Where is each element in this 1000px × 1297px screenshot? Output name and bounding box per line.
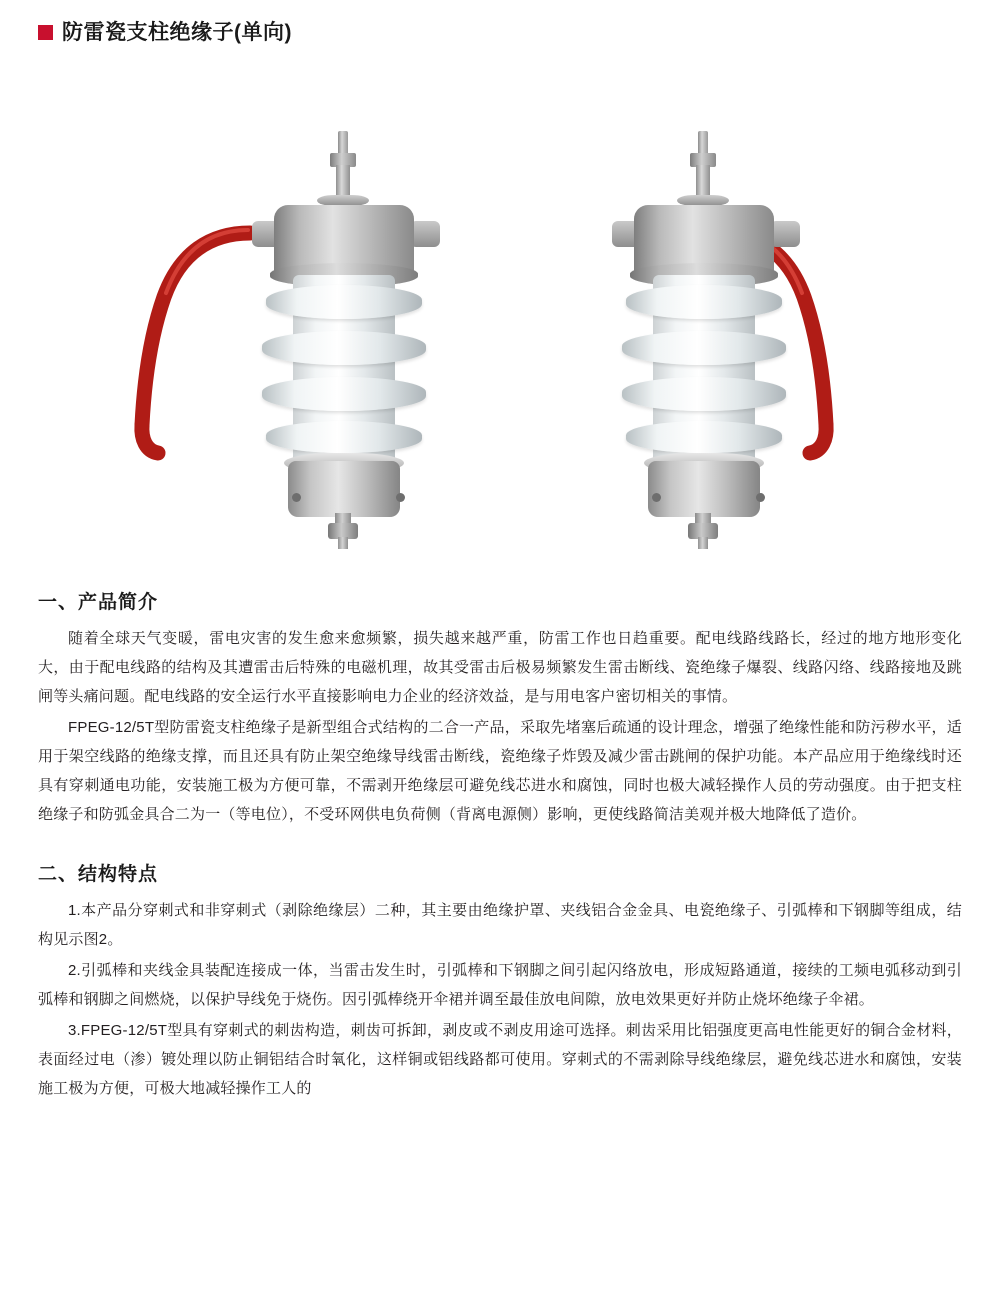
base-bolt xyxy=(652,493,661,502)
paragraph: 3.FPEG-12/5T型具有穿刺式的刺齿构造，刺齿可拆卸，剥皮或不剥皮用途可选择。刺齿采用比铝强度更高电性能更好的铜合金材料，表面经过电（渗）镀处理以防止铜铝结合时氧化，这样铜或铝线路都可使用。穿刺式的不需剥除导线绝缘层，避免线芯进水和腐蚀，安装施工极为方便，可极大地减轻操作工人的 xyxy=(38,1022,962,1097)
insulator-left xyxy=(178,49,508,549)
cap-ear-right xyxy=(410,221,440,247)
bottom-stud-tip xyxy=(698,537,708,549)
insulator-right xyxy=(538,49,868,549)
page-title xyxy=(38,0,962,43)
porcelain-shed xyxy=(266,285,422,319)
cap-ear-right xyxy=(770,221,800,247)
base-bolt xyxy=(292,493,301,502)
section-structure-features xyxy=(38,859,962,1103)
title-marker-icon xyxy=(38,25,53,40)
porcelain-shed xyxy=(266,421,422,453)
section-heading-1: 一、产品简介 xyxy=(38,592,159,613)
porcelain-shed xyxy=(626,285,782,319)
paragraph: 1.本产品分穿刺式和非穿刺式（剥除绝缘层）二种，其主要由绝缘护罩、夹线铝合金金具、电瓷绝缘子、引弧棒和下钢脚等组成，结构见示图2。 xyxy=(38,902,962,948)
arc-horn-left-icon xyxy=(118,219,238,469)
porcelain-shed xyxy=(622,377,786,411)
paragraph: 随着全球天气变暖，雷电灾害的发生愈来愈频繁，损失越来越严重，防雷工作也日趋重要。配电线路线路长，经过的地方地形变化大，由于配电线路的结构及其遭雷击后特殊的电磁机理，故其受雷击后极易频繁发生雷击断线、瓷绝缘子爆裂、线路闪络、线路接地及跳闸等头痛问题。配电线路的安全运行水平直接影响电力企业的经济效益，是与用电客户密切相关的事情。 xyxy=(38,630,962,705)
porcelain-shed xyxy=(626,421,782,453)
porcelain-shed xyxy=(262,331,426,365)
paragraph: FPEG-12/5T型防雷瓷支柱绝缘子是新型组合式结构的二合一产品，采取先堵塞后疏通的设计理念，增强了绝缘性能和防污秽水平，适用于架空线路的绝缘支撑，而且还具有防止架空绝缘导线雷击断线，瓷绝缘子炸毁及减少雷击跳闸的保护功能。本产品应用于绝缘线时还具有穿刺通电功能，安装施工极为方便可靠，不需剥开绝缘层可避免线芯进水和腐蚀，同时也极大减轻操作人员的劳动强度。由于把支柱绝缘子和防弧金具合二为一（等电位），不受环网供电负荷侧（背离电源侧）影响，更使线路简洁美观并极大地降低了造价。 xyxy=(38,719,962,823)
top-bolt-stem xyxy=(696,165,710,199)
metal-base xyxy=(648,461,760,517)
base-bolt xyxy=(756,493,765,502)
bottom-stud-tip xyxy=(338,537,348,549)
top-bolt-stem xyxy=(336,165,350,199)
title-text: 防雷瓷支柱绝缘子(单向) xyxy=(62,21,292,44)
base-bolt xyxy=(396,493,405,502)
section-product-intro xyxy=(38,587,962,829)
product-figure xyxy=(38,49,962,549)
metal-base xyxy=(288,461,400,517)
section-heading-2: 二、结构特点 xyxy=(38,864,159,885)
porcelain-shed xyxy=(262,377,426,411)
porcelain-shed xyxy=(622,331,786,365)
paragraph: 2.引弧棒和夹线金具装配连接成一体，当雷击发生时，引弧棒和下钢脚之间引起闪络放电，形成短路通道，接续的工频电弧移动到引弧棒和钢脚之间燃烧，以保护导线免于烧伤。因引弧棒绕开伞裙并调至最佳放电间隙，放电效果更好并防止烧坏绝缘子伞裙。 xyxy=(38,962,962,1008)
